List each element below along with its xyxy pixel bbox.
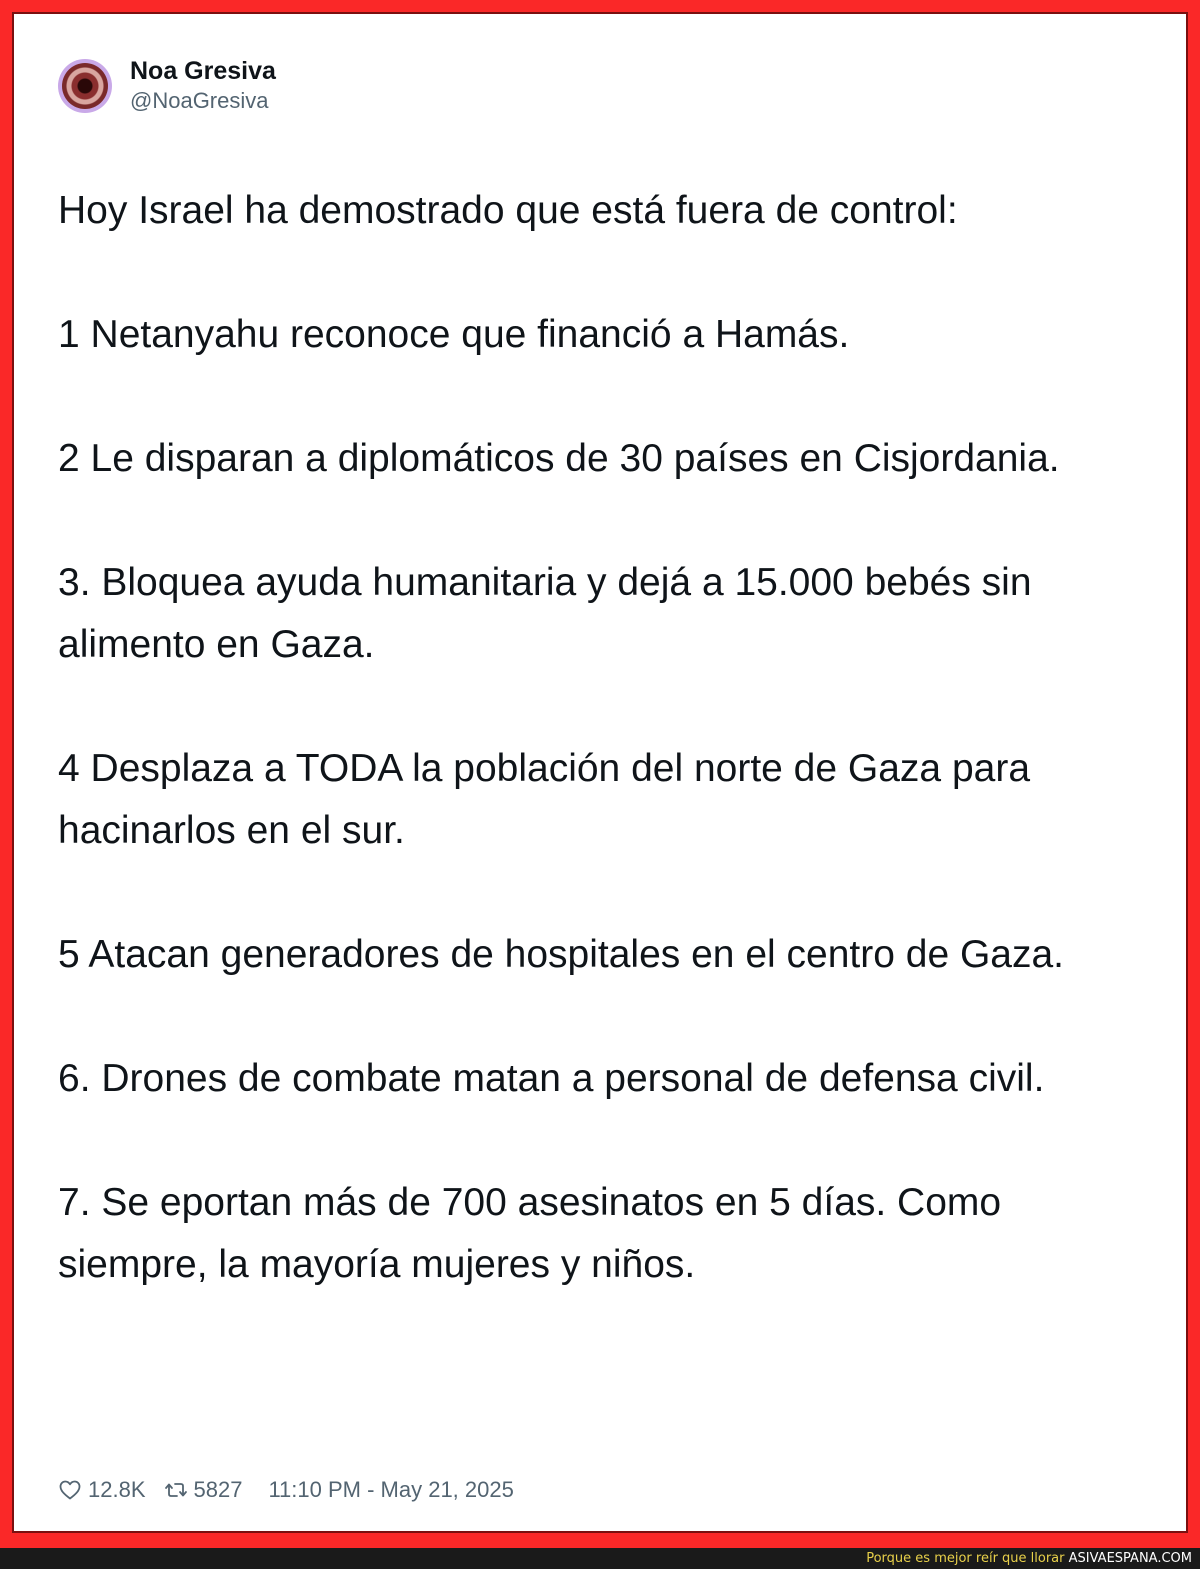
tweet-timestamp[interactable]: 11:10 PM - May 21, 2025 (268, 1477, 514, 1502)
retweet-count: 5827 (193, 1477, 243, 1502)
tweet-footer (58, 1472, 514, 1508)
author-display-name[interactable]: Noa Gresiva (130, 57, 276, 85)
heart-icon (58, 1478, 82, 1502)
tweet-paragraph: 1 Netanyahu reconoce que financió a Hamás. (58, 313, 850, 356)
tweet-card (18, 18, 1180, 1527)
author-handle[interactable]: @NoaGresiva (130, 88, 269, 113)
tweet-body (58, 180, 1158, 1296)
tweet-paragraph: 6. Drones de combate matan a personal de defensa civil. (58, 1057, 1045, 1100)
retweet-icon (164, 1478, 188, 1502)
avatar[interactable] (58, 59, 112, 113)
watermark (866, 1550, 1192, 1567)
author-names (130, 56, 276, 116)
tweet-paragraph: 4 Desplaza a TODA la población del norte de Gaza para hacinarlos en el sur. (58, 747, 1031, 852)
like-button[interactable] (58, 1477, 146, 1503)
tweet-paragraph: 5 Atacan generadores de hospitales en el centro de Gaza. (58, 933, 1065, 976)
eye-avatar-icon (62, 63, 108, 109)
tweet-paragraph: Hoy Israel ha demostrado que está fuera de control: (58, 189, 958, 232)
watermark-bar (0, 1548, 1200, 1569)
retweet-button[interactable] (164, 1477, 243, 1503)
tweet-paragraph: 3. Bloquea ayuda humanitaria y dejá a 15.000 bebés sin alimento en Gaza. (58, 561, 1032, 666)
tweet-paragraph: 2 Le disparan a diplomáticos de 30 países en Cisjordania. (58, 437, 1060, 480)
watermark-site[interactable]: ASIVAESPANA.COM (1068, 1551, 1192, 1566)
tweet-paragraph: 7. Se eportan más de 700 asesinatos en 5 días. Como siempre, la mayoría mujeres y niños. (58, 1181, 1002, 1286)
tweet-header (58, 56, 276, 116)
watermark-slogan: Porque es mejor reír que llorar (866, 1551, 1065, 1566)
like-count: 12.8K (88, 1477, 146, 1502)
